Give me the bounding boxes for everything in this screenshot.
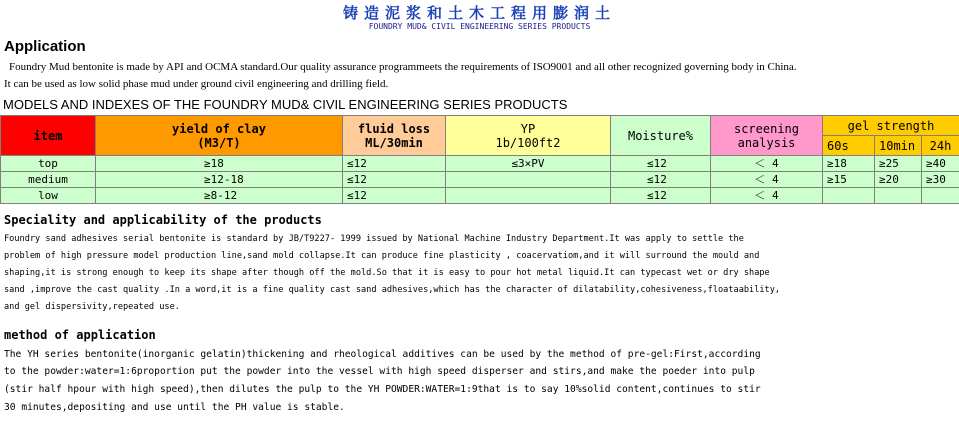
cell-moisture: ≤12 [611, 156, 711, 172]
table-header-row [1, 116, 959, 136]
cell-screening: ＜ 4 [711, 156, 823, 172]
models-heading: MODELS AND INDEXES OF THE FOUNDRY MUD& CIVIL ENGINEERING SERIES PRODUCTS [3, 97, 568, 112]
cell-yp [446, 188, 611, 204]
title-english: FOUNDRY MUD& CIVIL ENGINEERING SERIES PRODUCTS [368, 22, 591, 31]
cell-moisture: ≤12 [611, 172, 711, 188]
cell-gel-10min: ≥20 [875, 172, 922, 188]
table-row-medium [1, 172, 959, 188]
cell-yield: ≥18 [96, 156, 343, 172]
cell-gel-24h: ≥30 [922, 172, 959, 188]
cell-gel-60s [823, 188, 875, 204]
header-fluid-line1: fluid loss [357, 121, 431, 136]
header-gel-strength: gel strength [823, 116, 959, 136]
cell-yp [446, 172, 611, 188]
cell-gel-24h: ≥40 [922, 156, 959, 172]
method-line-1: The YH series bentonite(inorganic gelatin)thickening and rheological additives can be used by the method of pre-gel:First,according [4, 349, 761, 360]
cell-yield: ≥8-12 [96, 188, 343, 204]
cell-gel-10min: ≥25 [875, 156, 922, 172]
cell-gel-24h [922, 188, 959, 204]
cell-fluid: ≤12 [343, 172, 446, 188]
speciality-heading: Speciality and applicability of the products [4, 213, 322, 227]
header-screening [711, 116, 823, 156]
product-index-table [0, 115, 959, 204]
table-row-low [1, 188, 959, 204]
header-gel-60s: 60s [823, 136, 875, 156]
header-screen-line1: screening [733, 121, 800, 136]
header-moisture: Moisture% [611, 116, 711, 156]
header-gel-24h: 24h [922, 136, 959, 156]
method-heading: method of application [4, 328, 156, 342]
method-line-3: (stir half hpour with high speed),then dilutes the pulp to the YH POWDER:WATER=1:9that is to say 10%solid content,continues to stir [4, 384, 761, 395]
cell-screening: ＜ 4 [711, 188, 823, 204]
application-line-1: Foundry Mud bentonite is made by API and OCMA standard.Our quality assurance programmeets the requirements of ISO9001 and all other recognized governing body in China. [9, 61, 797, 73]
speciality-line-4: sand ,improve the cast quality .In a word,it is a fine quality cast sand adhesives,which has the character of dilatability,cohesiveness,floataability, [4, 285, 781, 295]
speciality-line-3: shaping,it is strong enough to keep its shape after though off the mold.So that it is easy to pour hot metal liquid.It can typecast wet or dry shape [4, 268, 770, 278]
cell-moisture: ≤12 [611, 188, 711, 204]
header-item: item [1, 116, 96, 156]
header-fluid-line2: ML/30min [365, 135, 423, 150]
method-line-4: 30 minutes,depositing and use until the PH value is stable. [4, 402, 345, 413]
header-yp-line2: 1b/100ft2 [495, 135, 561, 150]
method-line-2: to the powder:water=1:6proportion put the powder into the vessel with high speed disperser and stirs,and make the poeder into pulp [4, 366, 755, 377]
header-gel-10min: 10min [875, 136, 922, 156]
cell-yp: ≤3×PV [446, 156, 611, 172]
application-heading: Application [4, 38, 86, 55]
cell-item: low [1, 188, 96, 204]
cell-yield: ≥12-18 [96, 172, 343, 188]
cell-item: medium [1, 172, 96, 188]
header-yield-line2: (M3/T) [197, 135, 241, 150]
speciality-line-1: Foundry sand adhesives serial bentonite is standard by JB/T9227- 1999 issued by National Machine Industry Department.It was apply to settle the [4, 234, 744, 244]
header-screen-line2: analysis [737, 135, 796, 150]
cell-fluid: ≤12 [343, 188, 446, 204]
cell-gel-60s: ≥18 [823, 156, 875, 172]
cell-fluid: ≤12 [343, 156, 446, 172]
table-row-top [1, 156, 959, 172]
title-chinese: 铸造泥浆和土木工程用膨润土 [342, 4, 616, 22]
header-yp [446, 116, 611, 156]
speciality-line-5: and gel dispersivity,repeated use. [4, 302, 180, 312]
cell-gel-60s: ≥15 [823, 172, 875, 188]
header-yp-line1: YP [520, 121, 536, 136]
application-line-2: It can be used as low solid phase mud under ground civil engineering and drilling field. [4, 78, 389, 90]
cell-screening: ＜ 4 [711, 172, 823, 188]
header-yield-line1: yield of clay [172, 121, 266, 136]
header-yield [96, 116, 343, 156]
speciality-line-2: problem of high pressure model production line,sand mold collapse.It can produce fine plasticity , coacervatiom,and it will surround the mould and [4, 251, 760, 261]
cell-gel-10min [875, 188, 922, 204]
header-fluid [343, 116, 446, 156]
cell-item: top [1, 156, 96, 172]
